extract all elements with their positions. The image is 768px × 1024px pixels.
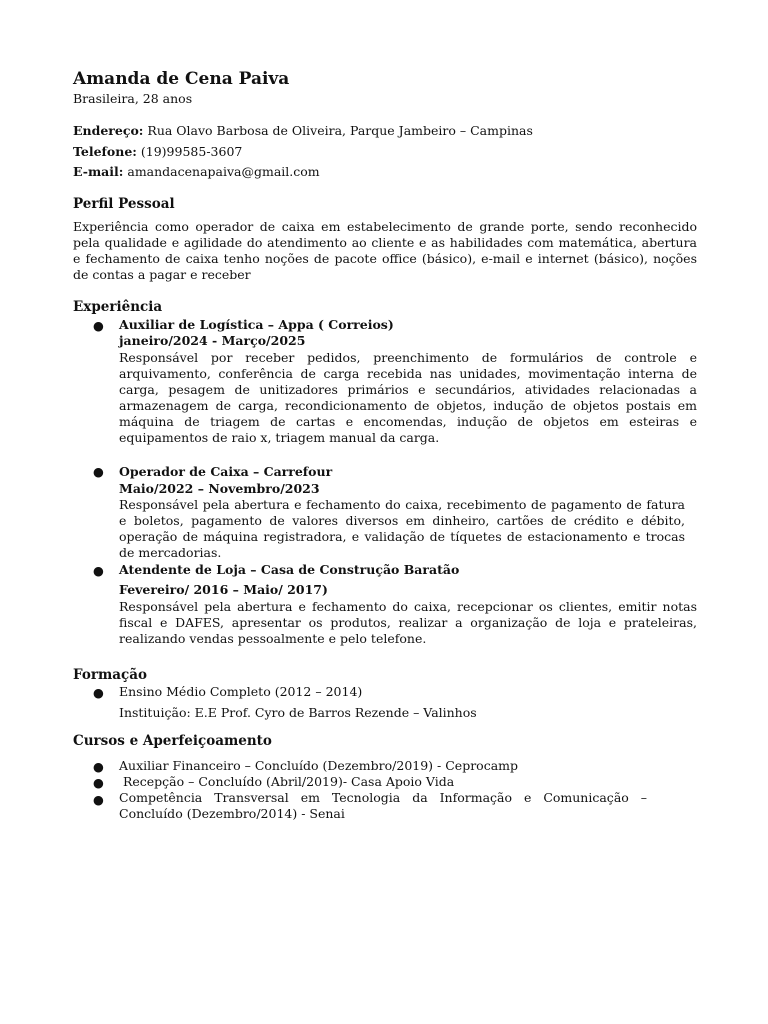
phone-line: [73, 144, 242, 159]
job-title: Operador de Caixa – Carrefour: [119, 464, 333, 479]
email-line: [73, 164, 320, 179]
education-bullet: ●: [93, 685, 104, 700]
experience-bullet: ●: [93, 464, 104, 479]
experience-bullet: ●: [93, 318, 104, 333]
profile-text: Experiência como operador de caixa em estabelecimento de grande porte, sendo reconhecido pela qualidade e agilidade do atendimento ao cliente e as habilidades com matemática, abertura e fechamento de caixa tenho noções de pacote office (básico), e-mail e internet (básico), noções de contas a pagar e receber: [73, 219, 697, 282]
course-item: Recepção – Concluído (Abril/2019)- Casa Apoio Vida: [119, 774, 455, 789]
job-title: Auxiliar de Logística – Appa ( Correios): [119, 317, 394, 332]
address-line: [73, 123, 533, 138]
job-description: Responsável pela abertura e fechamento do caixa, recebimento de pagamento de fatura e boletos, pagamento de valores diversos em dinheiro, cartões de crédito e débito, operação de máquina registradora, e validação de tíquetes de estacionamento e trocas de mercadorias.: [119, 497, 685, 560]
education-item: Ensino Médio Completo (2012 – 2014): [119, 684, 363, 699]
profile-heading: Perfil Pessoal: [73, 196, 175, 212]
education-heading: Formação: [73, 667, 147, 683]
email-value: amandacenapaiva@gmail.com: [127, 164, 320, 179]
courses-heading: Cursos e Aperfeiçoamento: [73, 733, 272, 749]
address-value: Rua Olavo Barbosa de Oliveira, Parque Jambeiro – Campinas: [147, 123, 533, 138]
nationality-age: Brasileira, 28 anos: [73, 91, 193, 106]
candidate-name: Amanda de Cena Paiva: [73, 69, 290, 89]
job-period: Maio/2022 – Novembro/2023: [119, 481, 320, 496]
job-period: Fevereiro/ 2016 – Maio/ 2017): [119, 582, 328, 597]
address-label: Endereço:: [73, 123, 144, 138]
phone-label: Telefone:: [73, 144, 137, 159]
course-item: Auxiliar Financeiro – Concluído (Dezembro/2019) - Ceprocamp: [119, 758, 519, 773]
course-bullet: ●: [93, 759, 104, 774]
experience-heading: Experiência: [73, 299, 163, 315]
job-description: Responsável pela abertura e fechamento do caixa, recepcionar os clientes, emitir notas fiscal e DAFES, apresentar os produtos, realizar a organização de loja e prateleiras, realizando vendas pessoalmente e pelo telefone.: [119, 599, 697, 646]
email-label: E-mail:: [73, 164, 124, 179]
experience-bullet: ●: [93, 563, 104, 578]
job-title: Atendente de Loja – Casa de Construção Baratão: [119, 562, 460, 577]
course-item: Competência Transversal em Tecnologia da Informação e Comunicação – Concluído (Dezembro/2014) - Senai: [119, 790, 647, 821]
job-period: janeiro/2024 - Março/2025: [119, 333, 306, 348]
job-description: Responsável por receber pedidos, preenchimento de formulários de controle e arquivamento, conferência de carga recebida nas unidades, movimentação interna de carga, pesagem de unitizadores primários e secundários, atividades relacionadas a armazenagem de carga, recondicionamento de objetos, indução de objetos postais em máquina de triagem de cartas e encomendas, indução de objetos em esteiras e equipamentos de raio x, triagem manual da carga.: [119, 350, 697, 445]
education-institution: Instituição: E.E Prof. Cyro de Barros Rezende – Valinhos: [119, 705, 477, 720]
phone-value: (19)99585-3607: [140, 144, 243, 159]
course-bullet: ●: [93, 775, 104, 790]
course-bullet: ●: [93, 792, 104, 807]
